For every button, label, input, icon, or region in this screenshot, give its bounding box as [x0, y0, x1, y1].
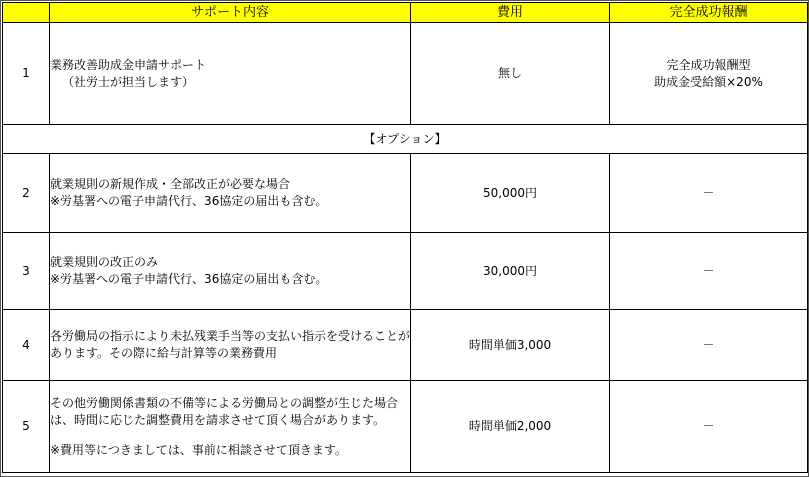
row-number: 4 — [3, 310, 50, 381]
row-reward: － — [610, 381, 808, 473]
content-spacer — [50, 429, 410, 442]
pricing-table — [2, 2, 808, 473]
header-number-cell — [3, 3, 50, 23]
content-line: その他労働関係書類の不備等による労働局との調整が生じた場合 — [50, 395, 399, 410]
row-fee: 時間単価2,000 — [411, 381, 610, 473]
row-number: 1 — [3, 23, 50, 125]
content-line: ※労基署への電子申請代行、36協定の届出も含む。 — [50, 194, 328, 208]
row-reward — [610, 23, 808, 125]
content-line: 各労働局の指示により未払残業手当等の支払い指示を受けることが — [50, 329, 411, 343]
row-number: 3 — [3, 233, 50, 310]
table-row — [3, 233, 808, 310]
content-line: （社労士が担当します） — [62, 74, 195, 89]
header-fee: 費用 — [411, 3, 610, 23]
row-content — [50, 23, 411, 125]
table-row — [3, 381, 808, 473]
row-content — [50, 154, 411, 233]
content-line: 業務改善助成金申請サポート — [50, 57, 207, 72]
row-fee: 50,000円 — [411, 154, 610, 233]
content-line: あります。その際に給与計算等の業務費用 — [50, 346, 278, 360]
row-reward: － — [610, 154, 808, 233]
option-section-label: 【オプション】 — [3, 125, 808, 154]
row-content — [50, 310, 411, 381]
content-note: ※費用等につきましては、事前に相談させて頂きます。 — [50, 442, 347, 457]
row-number: 5 — [3, 381, 50, 473]
content-line: 就業規則の改正のみ — [50, 255, 159, 269]
header-row — [3, 3, 808, 23]
row-content — [50, 233, 411, 310]
option-section-row — [3, 125, 808, 154]
row-fee: 30,000円 — [411, 233, 610, 310]
content-line: 就業規則の新規作成・全部改正が必要な場合 — [50, 177, 291, 191]
content-line: ※労基署への電子申請代行、36協定の届出も含む。 — [50, 272, 328, 286]
table-row — [3, 154, 808, 233]
table-row — [3, 310, 808, 381]
header-content: サポート内容 — [50, 3, 411, 23]
row-number: 2 — [3, 154, 50, 233]
row-content — [50, 381, 411, 473]
table-row — [3, 23, 808, 125]
row-reward: － — [610, 310, 808, 381]
row-reward: － — [610, 233, 808, 310]
row-fee: 時間単価3,000 — [411, 310, 610, 381]
reward-line: 完全成功報酬型 — [666, 57, 751, 72]
reward-line: 助成金受給額×20% — [654, 74, 763, 89]
header-reward: 完全成功報酬 — [610, 3, 808, 23]
row-fee: 無し — [411, 23, 610, 125]
content-line: は、時間に応じた調整費用を請求させて頂く場合があります。 — [50, 412, 386, 427]
